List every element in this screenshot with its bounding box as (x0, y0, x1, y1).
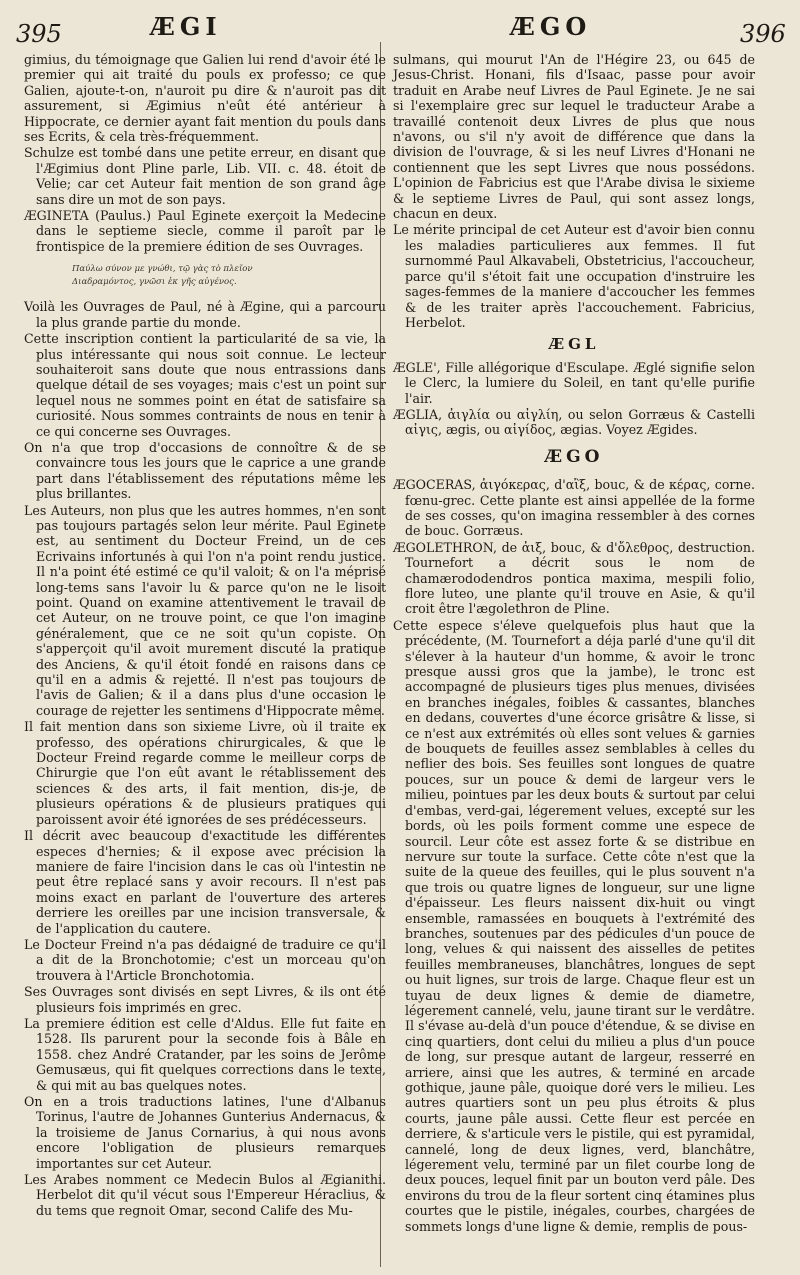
paragraph: On en a trois traductions latines, l'une d'Albanus Torinus, l'autre de Johannes Gunterius Andernacus, & la troisieme de Janus Cornarius, à qui nous avons encore l'obligation de plusieurs remarques importantes sur cet Auteur. (24, 1094, 386, 1171)
paragraph: Les Auteurs, non plus que les autres hommes, n'en sont pas toujours partagés selon leur mérite. Paul Eginete est, au sentiment du Docteur Freind, un de ces Ecrivains infortunés à qui l'on n'a point rendu justice. Il n'a point été estimé ce qu'il valoit; & on l'a méprisé long-tems sans l'avoir lu & parce qu'on ne le lisoit point. Quand on examine attentivement le travail de cet Auteur, on ne trouve point, ce que l'on imagine généralement, que ce ne soit qu'un copiste. On s'apperçoit qu'il avoit murement discuté la pratique des Anciens, & qu'il étoit fondé en raisons dans ce qu'il en a admis & rejetté. Il n'est pas toujours de l'avis de Galien; & il a dans plus d'une occasion le courage de rejetter les sentimens d'Hippocrate même. (24, 502, 386, 718)
greek-inscription (72, 263, 386, 289)
right-column (393, 52, 755, 1235)
paragraph: Les Arabes nomment ce Medecin Bulos al Ægianithi. Herbelot dit qu'il vécut sous l'Empereur Héraclius, & du tems que regnoit Omar, second Calife des Mu- (24, 1172, 386, 1218)
paragraph: Cette inscription contient la particularité de sa vie, la plus intéressante qui nous soit connue. Le lecteur souhaiteroit sans doute que nous entrassions dans quelque détail de ses voyages; mais c'est un point sur lequel nous ne sommes point en état de satisfaire sa curiosité. Nous sommes contraints de nous en tenir à ce qui concerne ses Ouvrages. (24, 331, 386, 439)
entry-ægle: ÆGLE', Fille allégorique d'Esculape. Æglé signifie selon le Clerc, la lumiere du Soleil, en tant qu'elle purifie l'air. (393, 359, 755, 406)
paragraph: Il fait mention dans son sixieme Livre, où il traite ex professo, des opérations chirurgicales, & que le Docteur Freind regarde comme le meilleur corps de Chirurgie que l'on eût avant le rétablissement des sciences & des arts, il fait mention, dis-je, de plusieurs opérations & de plusieurs pratiques qui paroissent avoir été ignorées de ses prédécesseurs. (24, 719, 386, 827)
section-heading-ego: ÆGO (544, 446, 604, 467)
paragraph: sulmans, qui mourut l'An de l'Hégire 23, ou 645 de Jesus-Christ. Honani, fils d'Isaac, passe pour avoir traduit en Arabe neuf Livres de Paul Eginete. Je ne sai si l'exemplaire grec sur lequel le traducteur Arabe a travaillé contenoit deux Livres de plus que nous n'avons, ou s'il n'y avoit de différence que dans la division de l'ouvrage, & si les neuf Livres d'Honani ne contiennent que les sept Livres que nous possédons. L'opinion de Fabricius est que l'Arabe divisa le sixieme & le septieme Livres de Paul, qui sont assez longs, chacun en deux. (393, 52, 755, 222)
paragraph: Voilà les Ouvrages de Paul, né à Ægine, qui a parcouru la plus grande partie du monde. (24, 299, 386, 330)
left-column (24, 52, 386, 1219)
paragraph: La premiere édition est celle d'Aldus. Elle fut faite en 1528. Ils parurent pour la seconde fois à Bâle en 1558. chez André Cratander, par les soins de Jerôme Gemusæus, qui fit quelques corrections dans le texte, & qui mit au bas quelques notes. (24, 1015, 386, 1093)
section-heading-egl: ÆGL (548, 335, 600, 354)
greek-line: Παύλω σύνον με γνώθι, τῷ γὰς τὸ πλεῖον (72, 264, 253, 275)
paragraph: On n'a que trop d'occasions de connoître & de se convaincre tous les jours que le caprice a une grande part dans l'établissement des réputations même les plus brillantes. (24, 439, 386, 502)
paragraph: Schulze est tombé dans une petite erreur, en disant que l'Ægimius dont Pline parle, Lib. VII. c. 48. étoit de Velie; car cet Auteur fait mention de son grand âge sans dire un mot de son pays. (24, 145, 386, 207)
paragraph: Cette espece s'éleve quelquefois plus haut que la précédente, (M. Tournefort a déja parlé d'une qu'il dit s'élever à la hauteur d'un homme, & avoir le tronc presque aussi gros que la jambe), le tronc est accompagné de plusieurs tiges plus menues, divisées en branches inégales, foibles & cassantes, blanches en dedans, couvertes d'une écorce grisâtre & lisse, si ce n'est aux extrémités où elles sont velues & garnies de bouquets de feuilles assez semblables à celles du neflier des bois. Ses feuilles sont longues de quatre pouces, sur un pouce & demi de largeur vers le milieu, pointues par les deux bouts & surtout par celui d'embas, verd-gai, légerement velues, excepté sur les bords, où les poils forment comme une espece de sourcil. Leur côte est assez forte & se distribue en nervure sur toute la surface. Cette côte n'est que la suite de la queue des feuilles, qui le plus souvent n'a que trois ou quatre lignes de longueur, sur une ligne d'épaisseur. Les fleurs naissent dix-huit ou vingt ensemble, ramassées en bouquets à l'extrémité des branches, soutenues par des pédicules d'un pouce de long, velues & qui naissent des aisselles de petites feuilles membraneuses, blanchâtres, longues de sept ou huit lignes, sur trois de large. Chaque fleur est un tuyau de deux lignes & demie de diametre, légerement cannelé, velu, jaune tirant sur le verdâtre. Il s'évase au-delà d'un pouce d'étendue, & se divise en cinq quartiers, dont celui du milieu a plus d'un pouce de long, sur presque autant de largeur, resserré en arriere, ainsi que les autres, & terminé en arcade gothique, jaune pâle, quoique doré vers le milieu. Les autres quartiers sont un peu plus étroits & plus courts, jaune pâle aussi. Cette fleur est percée en derriere, & s'articule vers le pistile, qui est pyramidal, cannelé, long de deux lignes, verd, blanchâtre, légerement velu, terminé par un filet courbe long de deux pouces, lequel finit par un bouton verd pâle. Des environs du trou de la fleur sortent cinq étamines plus courtes que le pistile, inégales, courbes, chargées de sommets longs d'une ligne & demie, remplis de pous- (393, 617, 755, 1234)
left-running-head: ÆGI (150, 12, 222, 41)
greek-line: Διαδραμόντος, γνῶσι ἐκ γῆς αὐγένος. (72, 277, 237, 288)
paragraph: Le Docteur Freind n'a pas dédaigné de traduire ce qu'il a dit de la Bronchotomie; c'est un morceau qu'on trouvera à l'Article Bronchotomia. (24, 936, 386, 983)
paragraph: gimius, du témoignage que Galien lui rend d'avoir été le premier qui ait traité du pouls ex professo; ce que Galien, ajoute-t-on, n'auroit pu dire & n'auroit pas dit assurement, si Ægimius n'eût été antérieur à Hippocrate, ce dernier ayant fait mention du pouls dans ses Ecrits, & cela très-fréquemment. (24, 52, 386, 145)
entry-æglia: ÆGLIA, ἀιγλία ou αἰγλίη, ou selon Gorræus & Castelli αἰγις, ægis, ou αἰγίδος, ægias. Voyez Ægides. (393, 406, 755, 438)
entry-ægoceras: ÆGOCERAS, ἀιγόκερας, d'αἲξ, bouc, & de κέρας, corne. fœnu-grec. Cette plante est ainsi appellée de la forme de ses cosses, qu'on imagina ressembler à des cornes de bouc. Gorræus. (393, 477, 755, 539)
left-page-number: 395 (16, 20, 62, 48)
paragraph: Le mérite principal de cet Auteur est d'avoir bien connu les maladies particulieres aux femmes. Il fut surnommé Paul Alkavabeli, Obstetricius, l'accoucheur, parce qu'il s'étoit fait une occupation d'instruire les sages-femmes de la maniere d'accoucher les femmes & de les traiter après l'accouchement. Fabricius, Herbelot. (393, 222, 755, 330)
paragraph: Il décrit avec beaucoup d'exactitude les différentes especes d'hernies; & il expose avec précision la maniere de faire l'incision dans le cas où l'intestin ne peut être replacé sans y avoir recours. Il n'est pas moins exact en parlant de l'ouverture des arteres derriere les oreilles par une incision transversale, & de l'application du cautere. (24, 828, 386, 936)
right-running-head: ÆGO (510, 12, 592, 41)
entry-ægineta: ÆGINETA (Paulus.) Paul Eginete exerçoit la Medecine dans le septieme siecle, comme il paroît par le frontispice de la premiere édition de ses Ouvrages. (24, 208, 386, 254)
paragraph: Ses Ouvrages sont divisés en sept Livres, & ils ont été plusieurs fois imprimés en grec. (24, 984, 386, 1015)
right-page-number: 396 (740, 20, 786, 48)
entry-ægolethron: ÆGOLETHRON, de ἀιξ, bouc, & d'ὄλεθρος, destruction. Tournefort a décrit sous le nom de chamærododendros pontica maxima, mespili folio, flore luteo, une plante qu'il trouve en Asie, & qu'il croit être l'ægolethron de Pline. (393, 539, 755, 617)
